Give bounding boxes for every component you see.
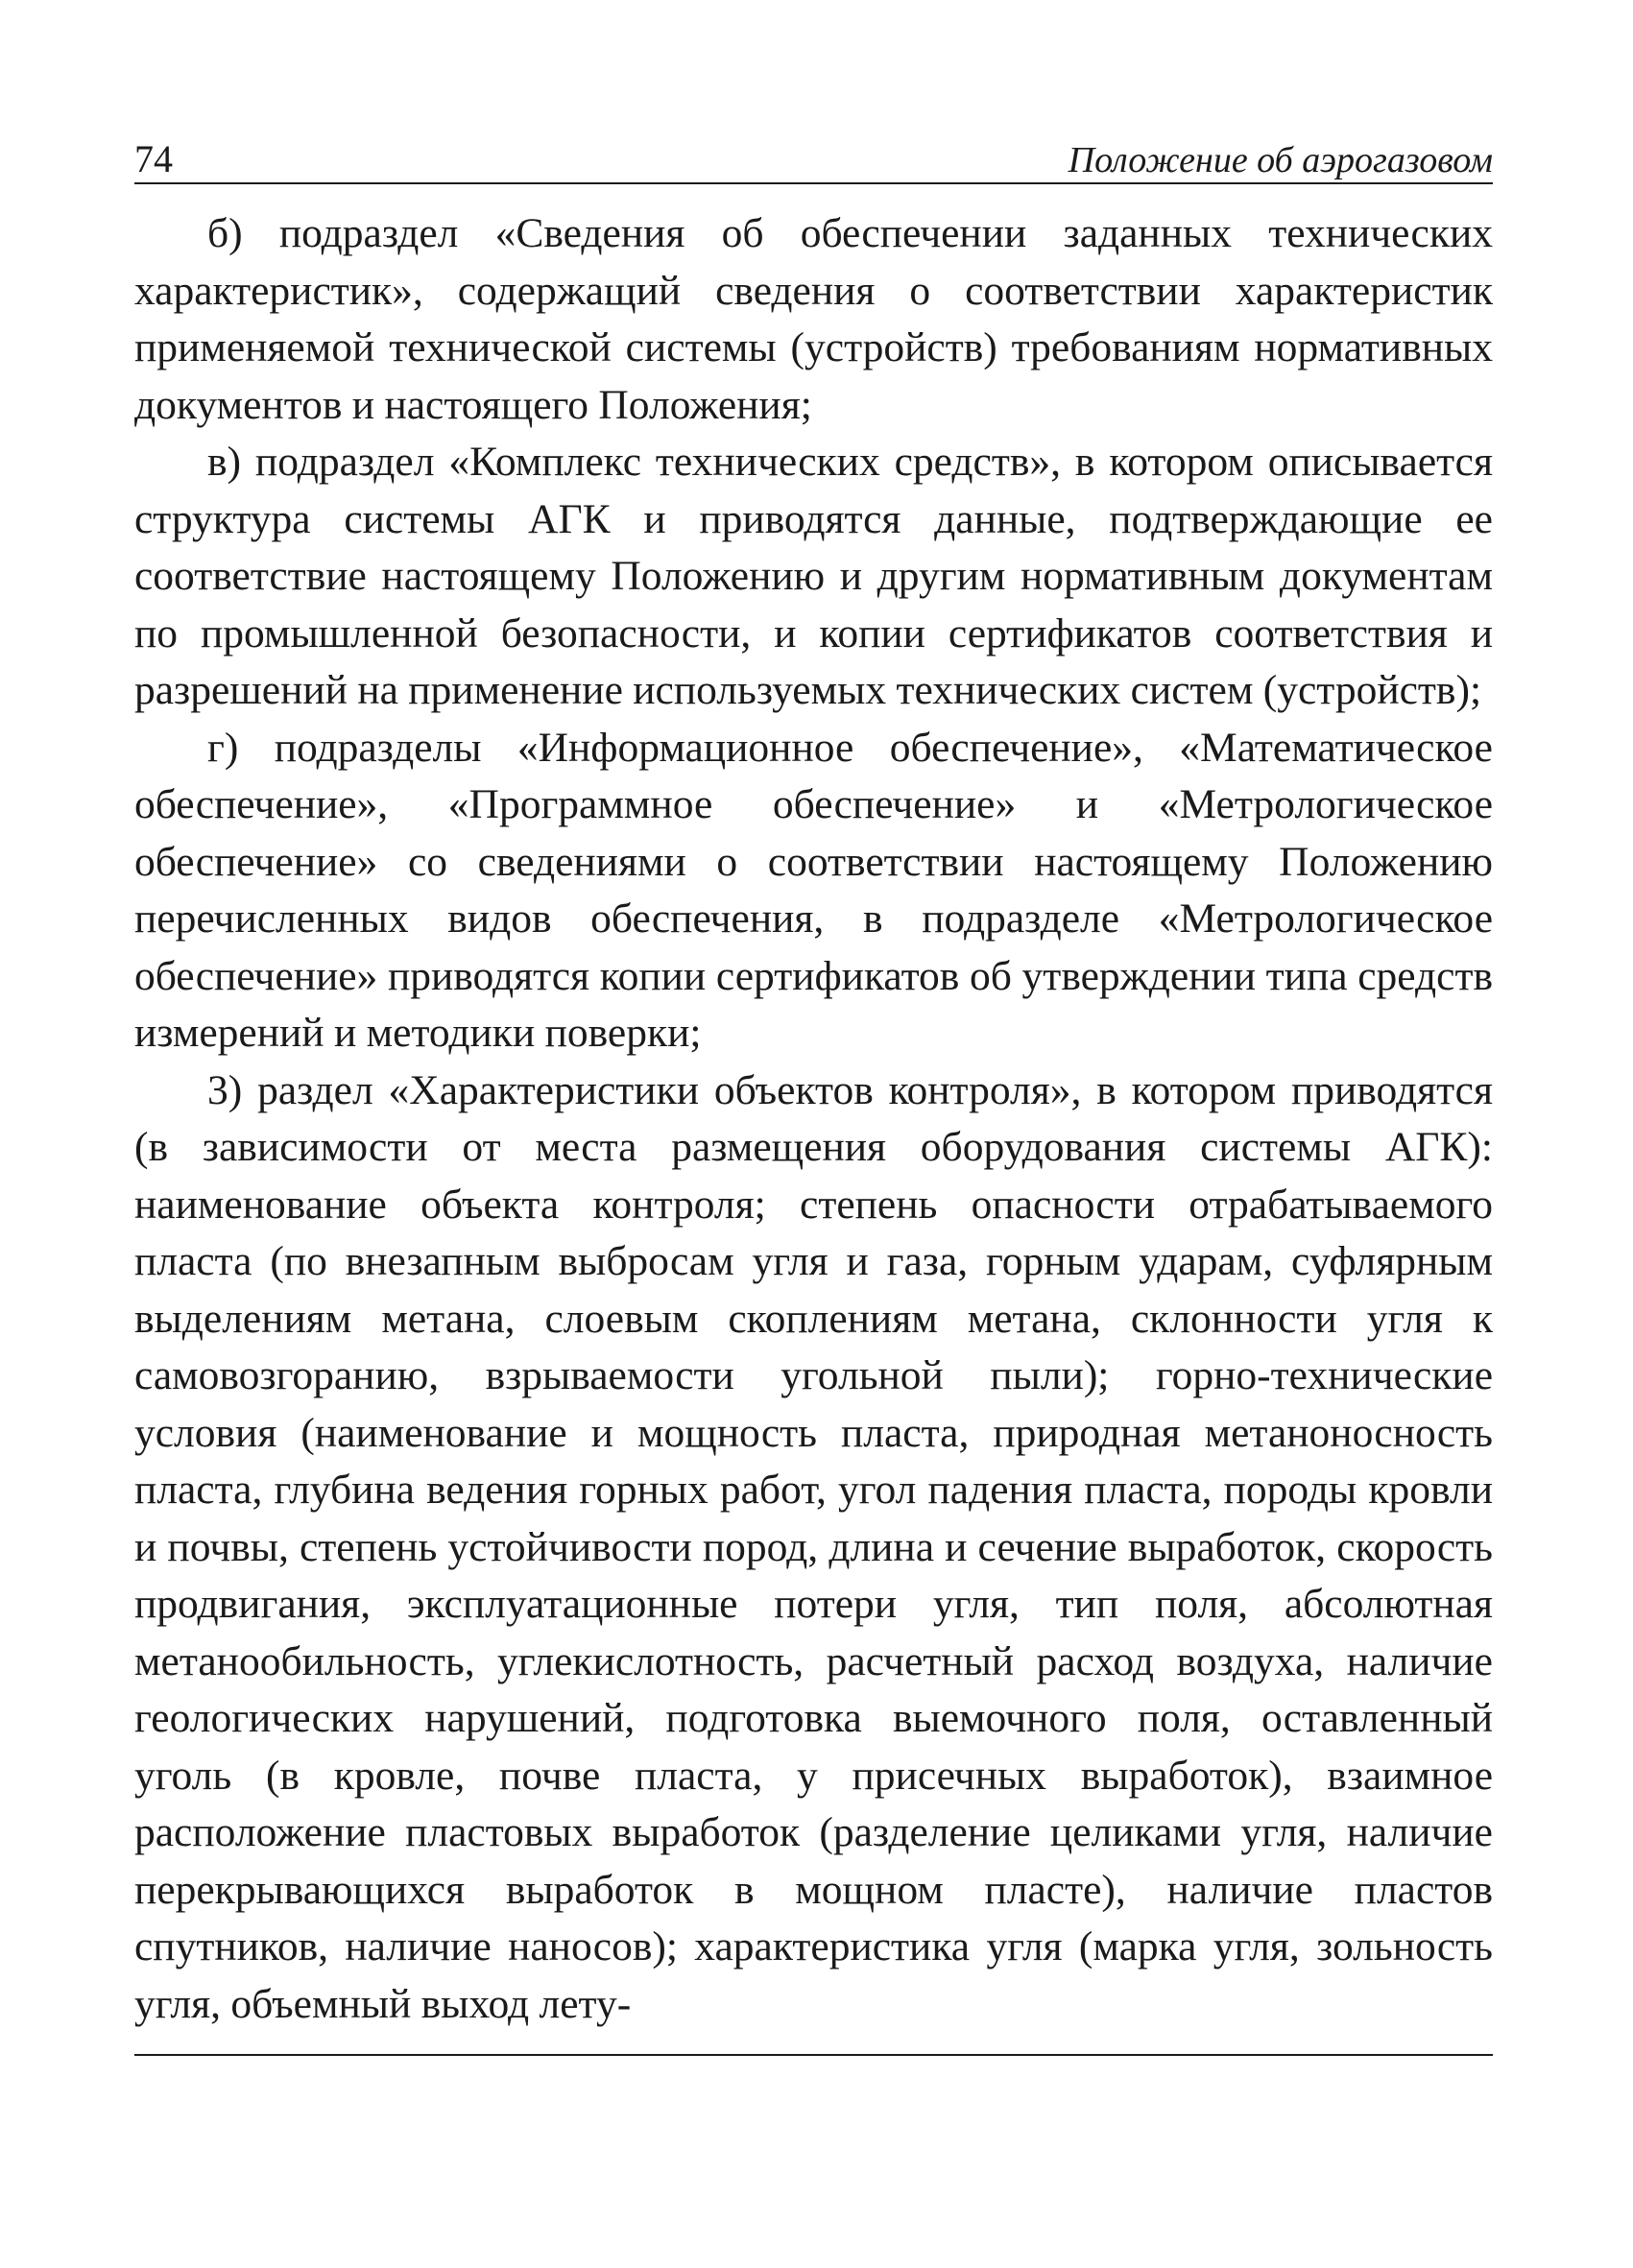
bottom-rule bbox=[134, 2054, 1493, 2056]
page-number: 74 bbox=[134, 137, 173, 180]
book-page bbox=[134, 125, 1493, 2033]
paragraph-g: г) подразделы «Информационное обеспечение», «Математическое обеспечение», «Программное обеспечение» и «Метрологическое обеспечение» со сведениями о соответствии настоящему Положению перечисленных видов обеспечения, в подразделе «Метрологическое обеспечение» приводятся копии сертификатов об утверждении типа средств измерений и методики поверки; bbox=[134, 724, 1493, 1056]
running-title: Положение об аэрогазовом bbox=[1068, 140, 1493, 180]
paragraph-v: в) подраздел «Комплекс технических средств», в котором описывается структура системы АГК и приводятся данные, подтверждающие ее соответствие настоящему Положению и другим нормативным документам по промышленной безопасности, и копии сертификатов соответствия и разрешений на применение используемых технических систем (устройств); bbox=[134, 439, 1493, 713]
paragraph-b: б) подраздел «Сведения об обеспечении заданных технических характеристик», содержащий сведения о соответствии характеристик применяемой технической системы (устройств) требованиям нормативных документов и настоящего Положения; bbox=[134, 210, 1493, 428]
running-head bbox=[134, 125, 1493, 184]
body-text bbox=[134, 205, 1493, 2033]
paragraph-3: 3) раздел «Характеристики объектов контроля», в котором приводятся (в зависимости от места размещения оборудования системы АГК): наименование объекта контроля; степень опасности отрабатываемого пласта (по внезапным выбросам угля и газа, горным ударам, суфлярным выделениям метана, слоевым скоплениям метана, склонности угля к самовозгоранию, взрываемости угольной пыли); горно-технические условия (наименование и мощность пласта, природная метаноносность пласта, глубина ведения горных работ, угол падения пласта, породы кровли и почвы, степень устойчивости пород, длина и сечение выработок, скорость продвигания, эксплуатационные потери угля, тип поля, абсолютная метанообильность, углекислотность, расчетный расход воздуха, наличие геологических нарушений, подготовка выемочного поля, оставленный уголь (в кровле, почве пласта, у присечных выработок), взаимное расположение пластовых выработок (разделение целиками угля, наличие перекрывающихся выработок в мощном пласте), наличие пластов спутников, наличие наносов); характеристика угля (марка угля, зольность угля, объемный выход лету- bbox=[134, 1066, 1493, 2027]
